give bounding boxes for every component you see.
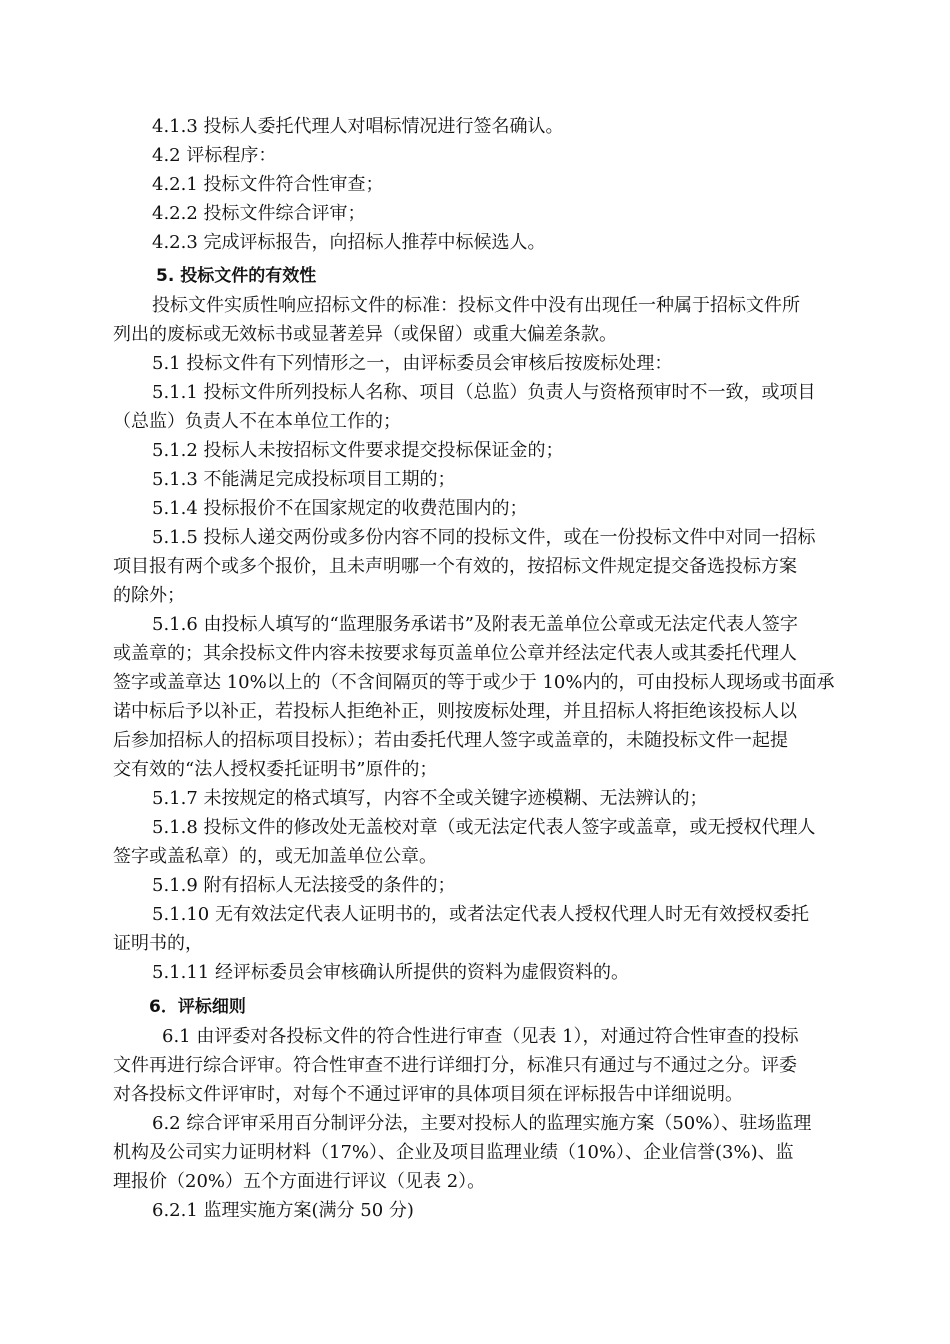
- text-line: 5.1.1 投标文件所列投标人名称、项目（总监）负责人与资格预审时不一致，或项目: [152, 382, 816, 403]
- text-line: 理报价（20%）五个方面进行评议（见表 2）。: [113, 1171, 486, 1192]
- text-line: 后参加招标人的招标项目投标）；若由委托代理人签字或盖章的，未随投标文件一起提: [113, 730, 788, 751]
- text-line: 5.1.9 附有招标人无法接受的条件的；: [152, 875, 456, 896]
- text-line: 对各投标文件评审时，对每个不通过评审的具体项目须在评标报告中详细说明。: [113, 1084, 743, 1105]
- text-line: 4.2.1 投标文件符合性审查；: [152, 174, 384, 195]
- text-line: 投标文件实质性响应招标文件的标准：投标文件中没有出现任一种属于招标文件所: [152, 295, 800, 316]
- text-line: 5.1.5 投标人递交两份或多份内容不同的投标文件，或在一份投标文件中对同一招标: [152, 527, 816, 548]
- text-line: 证明书的，: [113, 933, 203, 954]
- text-line: 5.1.10 无有效法定代表人证明书的，或者法定代表人授权代理人时无有效授权委托: [152, 904, 809, 925]
- text-line: 列出的废标或无效标书或显著差异（或保留）或重大偏差条款。: [113, 324, 617, 345]
- text-line: 签字或盖私章）的，或无加盖单位公章。: [113, 846, 437, 867]
- text-line: 5.1.11 经评标委员会审核确认所提供的资料为虚假资料的。: [152, 962, 629, 983]
- section-heading: 5. 投标文件的有效性: [156, 266, 317, 286]
- text-line: 6.2 综合评审采用百分制评分法，主要对投标人的监理实施方案（50%）、驻场监理: [152, 1113, 812, 1134]
- text-line: 6.1 由评委对各投标文件的符合性进行审查（见表 1），对通过符合性审查的投标: [162, 1026, 799, 1047]
- text-line: 5.1.8 投标文件的修改处无盖校对章（或无法定代表人签字或盖章，或无授权代理人: [152, 817, 816, 838]
- text-line: 的除外；: [113, 585, 185, 606]
- text-line: 5.1.7 未按规定的格式填写，内容不全或关键字迹模糊、无法辨认的；: [152, 788, 708, 809]
- text-line: 或盖章的；其余投标文件内容未按要求每页盖单位公章并经法定代表人或其委托代理人: [113, 643, 797, 664]
- text-line: 4.2 评标程序：: [152, 145, 277, 166]
- text-line: 6.2.1 监理实施方案(满分 50 分): [152, 1200, 414, 1221]
- text-line: 交有效的“法人授权委托证明书”原件的；: [113, 759, 438, 780]
- text-line: 5.1.3 不能满足完成投标项目工期的；: [152, 469, 456, 490]
- text-line: （总监）负责人不在本单位工作的；: [113, 411, 401, 432]
- text-line: 签字或盖章达 10%以上的（不含间隔页的等于或少于 10%内的，可由投标人现场或书面承: [113, 672, 835, 693]
- text-line: 4.1.3 投标人委托代理人对唱标情况进行签名确认。: [152, 116, 564, 137]
- text-line: 5.1.6 由投标人填写的“监理服务承诺书”及附表无盖单位公章或无法定代表人签字: [152, 614, 798, 635]
- text-line: 5.1.2 投标人未按招标文件要求提交投标保证金的；: [152, 440, 564, 461]
- text-line: 4.2.3 完成评标报告，向招标人推荐中标候选人。: [152, 232, 546, 253]
- text-line: 5.1 投标文件有下列情形之一，由评标委员会审核后按废标处理：: [152, 353, 673, 374]
- text-line: 5.1.4 投标报价不在国家规定的收费范围内的；: [152, 498, 528, 519]
- text-line: 项目报有两个或多个报价，且未声明哪一个有效的，按招标文件规定提交备选投标方案: [113, 556, 797, 577]
- text-line: 4.2.2 投标文件综合评审；: [152, 203, 366, 224]
- text-line: 文件再进行综合评审。符合性审查不进行详细打分，标准只有通过与不通过之分。评委: [113, 1055, 797, 1076]
- text-line: 机构及公司实力证明材料（17%）、企业及项目监理业绩（10%）、企业信誉(3%)、监: [113, 1142, 794, 1163]
- section-heading: 6．评标细则: [149, 997, 246, 1017]
- text-line: 诺中标后予以补正，若投标人拒绝补正，则按废标处理，并且招标人将拒绝该投标人以: [113, 701, 797, 722]
